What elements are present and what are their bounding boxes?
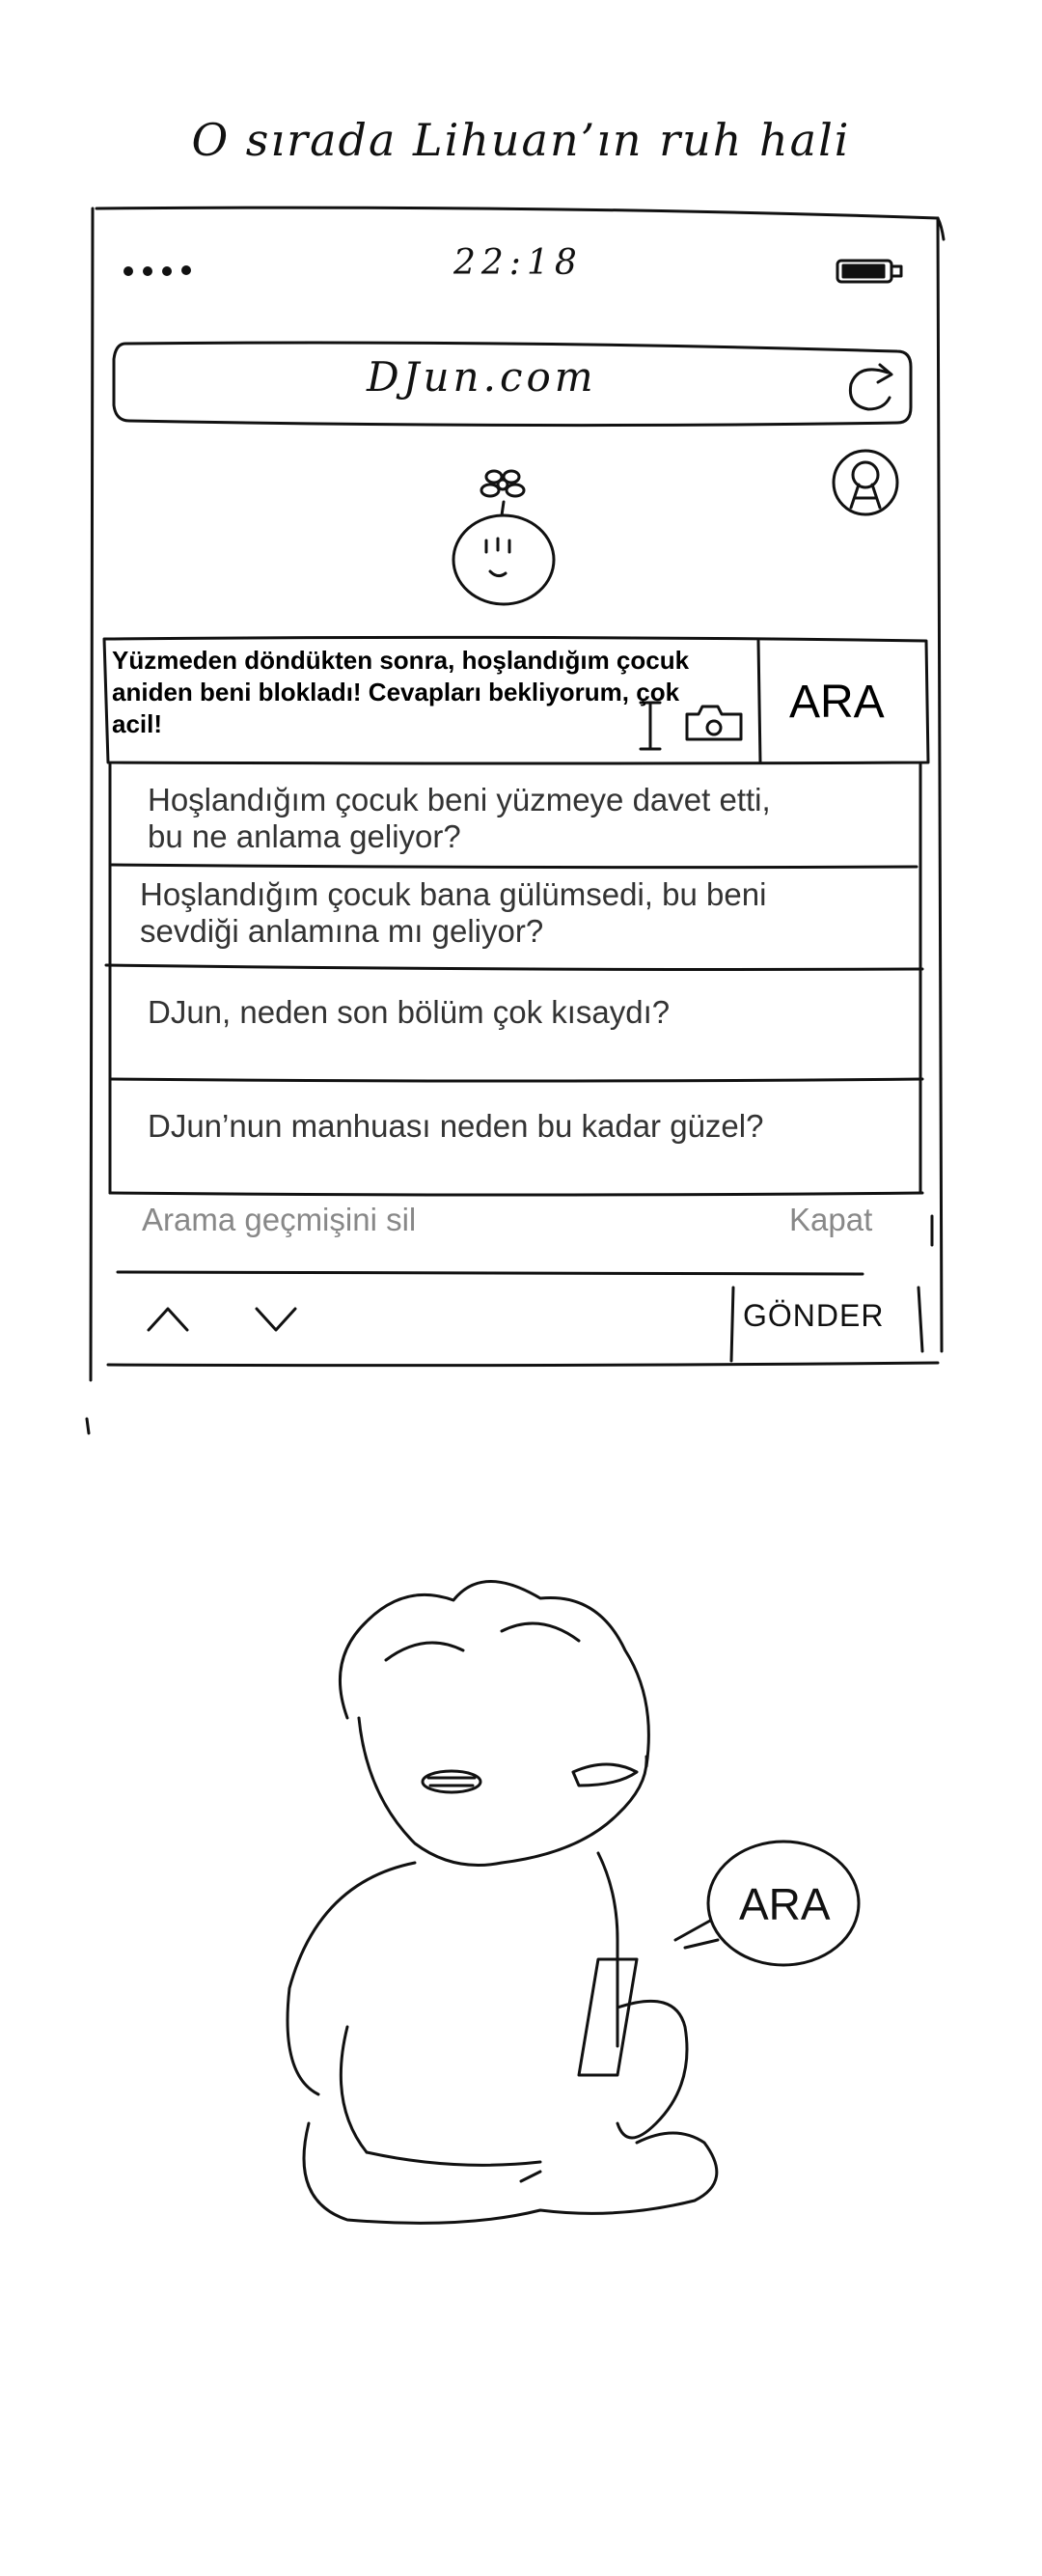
search-query-text[interactable]: Yüzmeden döndükten sonra, hoşlandığım çocuk aniden beni blokladı! Cevapları bekliyorum, çok acil! bbox=[112, 646, 690, 738]
speech-bubble-text: ARA bbox=[739, 1879, 831, 1929]
profile-icon bbox=[834, 451, 897, 514]
search-button[interactable]: ARA bbox=[789, 677, 885, 728]
url-bar-text[interactable]: DJun.com bbox=[367, 353, 597, 401]
suggestion-item[interactable]: DJun, neden son bölüm çok kısaydı? bbox=[148, 994, 671, 1030]
suggestion-item[interactable]: Hoşlandığım çocuk beni yüzmeye davet etti, bu ne anlama geliyor? bbox=[148, 782, 771, 854]
camera-icon bbox=[687, 706, 741, 739]
mascot-icon bbox=[453, 471, 554, 604]
send-button[interactable]: GÖNDER bbox=[743, 1298, 885, 1333]
status-time: 22:18 bbox=[453, 243, 583, 283]
signal-dots-icon bbox=[123, 265, 191, 276]
battery-icon bbox=[837, 261, 901, 282]
clear-history-link[interactable]: Arama geçmişini sil bbox=[142, 1202, 417, 1237]
close-button[interactable]: Kapat bbox=[789, 1202, 873, 1237]
kid-character-illustration bbox=[288, 1581, 717, 2223]
suggestion-item[interactable]: DJun’nun manhuası neden bu kadar güzel? bbox=[148, 1108, 764, 1144]
up-arrow-icon bbox=[149, 1309, 187, 1330]
down-arrow-icon bbox=[257, 1309, 295, 1330]
comic-caption: O sırada Lihuan’ın ruh hali bbox=[191, 114, 851, 166]
refresh-icon bbox=[850, 365, 891, 409]
suggestion-item[interactable]: Hoşlandığım çocuk bana gülümsedi, bu beni sevdiği anlamına mı geliyor? bbox=[140, 876, 767, 949]
